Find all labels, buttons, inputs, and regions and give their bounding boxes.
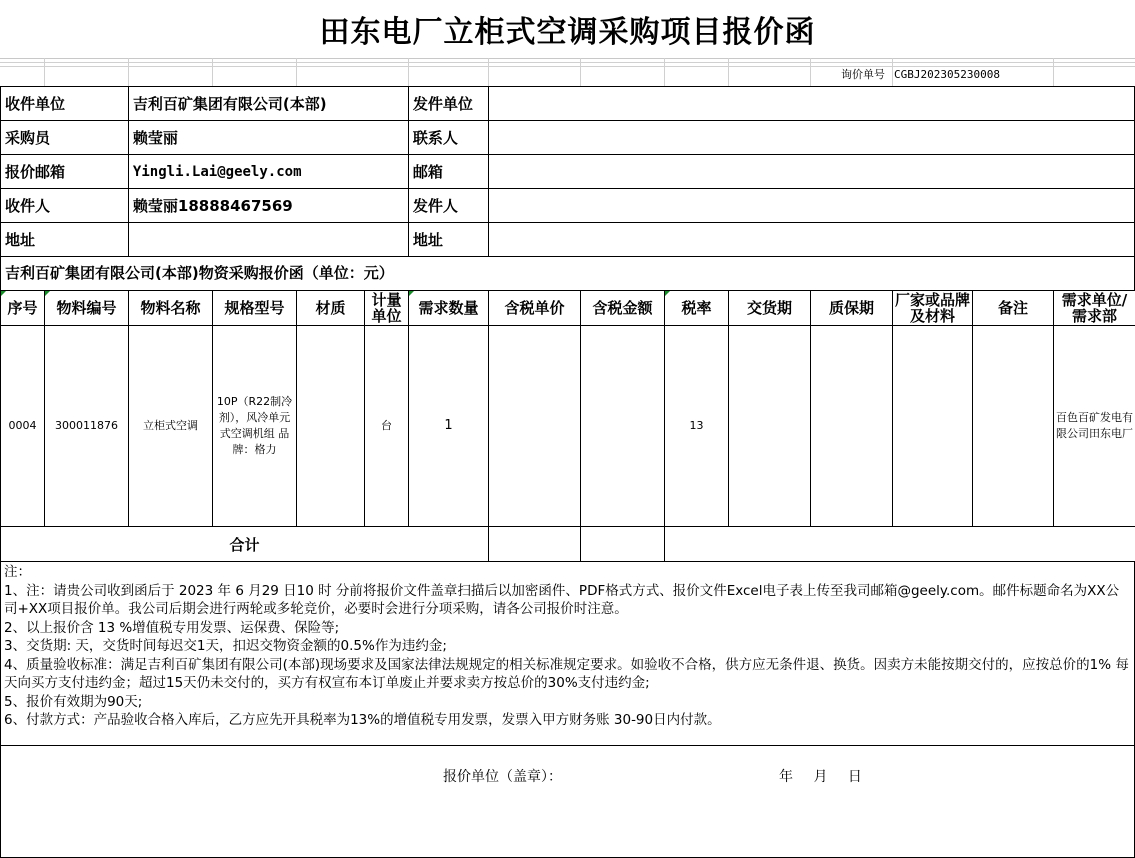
cell-material[interactable] <box>297 326 365 527</box>
note-item: 1、注：请贵公司收到函后于 2023 年 6 月29 日10 时 分前将报价文件盖章扫描后以加密函件、PDF格式方式、报价文件Excel电子表上传至我司邮箱@geely.com。邮件标题命名为XX公司+XX项目报价单。我公司后期会进行两轮或多轮竞价，必要时会进行分项采购，请各公司报价时注意。 <box>4 582 1120 617</box>
grid-line <box>728 58 729 86</box>
grid-line <box>408 58 409 86</box>
cell-warranty[interactable] <box>811 326 893 527</box>
note-item: 6、付款方式：产品验收合格入库后，乙方应先开具税率为13%的增值税专用发票，发票入甲方财务账 30-90日内付款。 <box>4 712 721 728</box>
cell-code: 300011876 <box>45 326 129 527</box>
total-spacer <box>489 527 581 562</box>
receiver-unit-label: 收件单位 <box>1 87 129 121</box>
sender-label: 发件人 <box>408 189 488 223</box>
mailbox-label: 邮箱 <box>408 155 488 189</box>
col-header-remark: 备注 <box>973 291 1054 326</box>
address-label: 地址 <box>1 223 129 257</box>
total-amount[interactable] <box>581 527 665 562</box>
inquiry-number-value: CGBJ202305230008 <box>894 68 1000 81</box>
info-row <box>1 87 1135 121</box>
info-row <box>1 223 1135 257</box>
address-value[interactable] <box>128 223 408 257</box>
contact-value[interactable] <box>488 121 1134 155</box>
note-item: 4、质量验收标准：满足吉利百矿集团有限公司(本部)现场要求及国家法律法规规定的相关标准规定要求。如验收不合格，供方应无条件退、换货。因卖方未能按期交付的，应按总价的1% 每天向买方支付违约金；超过15天仍未交付的，买方有权宣布本订单废止并要求卖方按总价的30%支付违约金; <box>4 656 1129 691</box>
col-header-seq: 序号 <box>1 291 45 326</box>
cell-unit-price[interactable] <box>489 326 581 527</box>
col-header-brand: 厂家或品牌及材料 <box>893 291 973 326</box>
total-rest <box>665 527 1135 562</box>
grid-line <box>212 58 213 86</box>
sender-unit-label: 发件单位 <box>408 87 488 121</box>
cell-brand[interactable] <box>893 326 973 527</box>
grid-line <box>580 58 581 86</box>
grid-line <box>488 58 489 86</box>
cell-qty: 1 <box>409 326 489 527</box>
grid-line <box>664 58 665 86</box>
col-header-amount: 含税金额 <box>581 291 665 326</box>
cell-unit: 台 <box>365 326 409 527</box>
receiver-unit-value[interactable]: 吉利百矿集团有限公司(本部) <box>128 87 408 121</box>
items-table <box>0 290 1135 562</box>
note-item: 2、以上报价含 13 %增值税专用发票、运保费、保险等; <box>4 619 340 636</box>
col-header-dept: 需求单位/需求部 <box>1054 291 1135 326</box>
info-row <box>1 189 1135 223</box>
signature-footer <box>0 746 1135 858</box>
col-header-code: 物料编号 <box>45 291 129 326</box>
quote-email-value[interactable]: Yingli.Lai@geely.com <box>128 155 408 189</box>
buyer-label: 采购员 <box>1 121 129 155</box>
cell-amount[interactable] <box>581 326 665 527</box>
cell-name: 立柜式空调 <box>129 326 213 527</box>
col-header-unit: 计量单位 <box>365 291 409 326</box>
contact-label: 联系人 <box>408 121 488 155</box>
page-title: 田东电厂立柜式空调采购项目报价函 <box>0 0 1135 59</box>
sender-address-label: 地址 <box>408 223 488 257</box>
sender-value[interactable] <box>488 189 1134 223</box>
total-row <box>1 527 1135 562</box>
info-table <box>0 86 1135 257</box>
grid-line <box>296 58 297 86</box>
quote-email-label: 报价邮箱 <box>1 155 129 189</box>
grid-line <box>44 58 45 86</box>
cell-remark[interactable] <box>973 326 1054 527</box>
col-header-qty: 需求数量 <box>409 291 489 326</box>
mailbox-value[interactable] <box>488 155 1134 189</box>
grid-line <box>0 62 1135 63</box>
inquiry-number-label: 询价单号 <box>841 68 885 81</box>
quote-subheading: 吉利百矿集团有限公司(本部)物资采购报价函（单位：元） <box>0 256 1135 290</box>
date-label: 年 月 日 <box>779 769 862 785</box>
stamp-label: 报价单位（盖章）： <box>443 769 562 785</box>
info-row <box>1 155 1135 189</box>
cell-dept: 百色百矿发电有限公司田东电厂 <box>1054 326 1135 527</box>
grid-line <box>810 58 811 86</box>
cell-spec: 10P（R22制冷剂），风冷单元式空调机组 品牌：格力 <box>213 326 297 527</box>
cell-delivery[interactable] <box>729 326 811 527</box>
cell-seq: 0004 <box>1 326 45 527</box>
col-header-name: 物料名称 <box>129 291 213 326</box>
notes-heading: 注： <box>4 564 31 580</box>
total-label: 合计 <box>1 527 489 562</box>
col-header-delivery: 交货期 <box>729 291 811 326</box>
cell-tax: 13 <box>665 326 729 527</box>
grid-line <box>128 58 129 86</box>
sender-address-value[interactable] <box>488 223 1134 257</box>
table-row <box>1 326 1135 527</box>
notes-section <box>0 561 1135 746</box>
note-item: 3、交货期: 天，交货时间每迟交1天，扣迟交物资金额的0.5%作为违约金; <box>4 638 447 654</box>
note-item: 5、报价有效期为90天; <box>4 693 143 710</box>
col-header-tax: 税率 <box>665 291 729 326</box>
col-header-warranty: 质保期 <box>811 291 893 326</box>
col-header-spec: 规格型号 <box>213 291 297 326</box>
grid-line <box>892 58 893 86</box>
col-header-material: 材质 <box>297 291 365 326</box>
recipient-label: 收件人 <box>1 189 129 223</box>
header-row <box>1 291 1135 326</box>
buyer-value[interactable]: 赖莹丽 <box>128 121 408 155</box>
col-header-unit-price: 含税单价 <box>489 291 581 326</box>
recipient-value[interactable]: 赖莹丽18888467569 <box>128 189 408 223</box>
sender-unit-value[interactable] <box>488 87 1134 121</box>
info-row <box>1 121 1135 155</box>
